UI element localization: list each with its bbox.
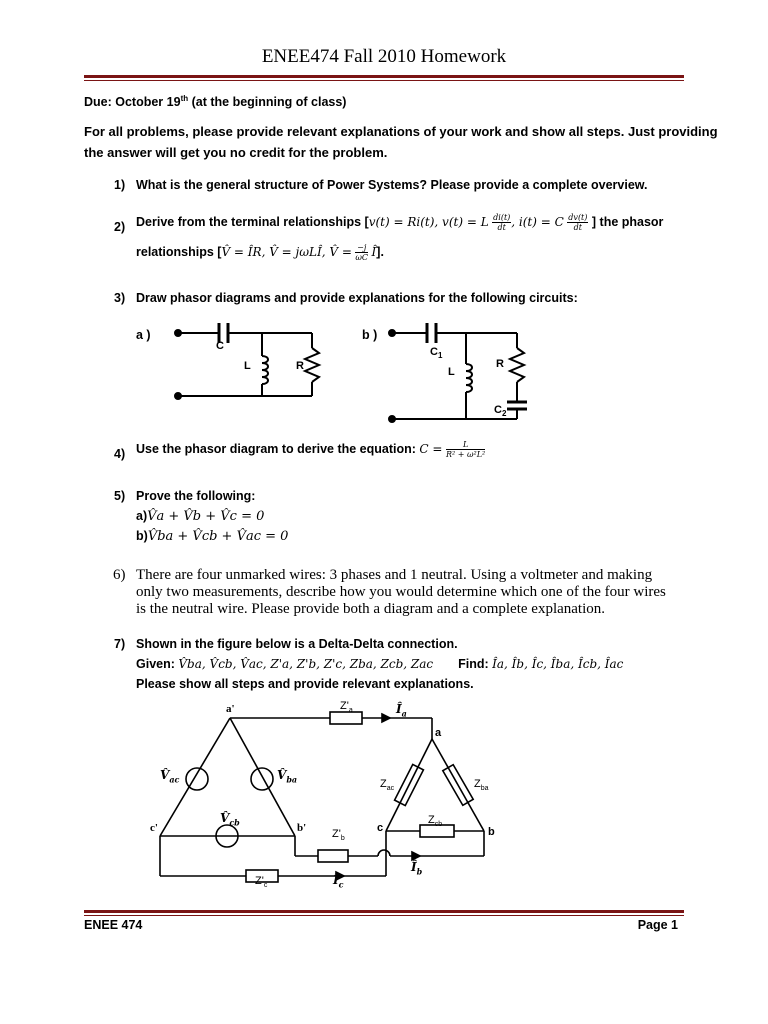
footer-course: ENEE 474 (84, 918, 143, 932)
footer-rule (84, 910, 684, 913)
circuit-a-c-label: C (216, 340, 224, 352)
header-rule (84, 75, 684, 78)
node-c: c (377, 822, 384, 834)
footer-page-number: Page 1 (637, 918, 678, 932)
q6-line3: is the neutral wire. Please provide both a diagram and a complete explanation. (136, 601, 606, 617)
vac-label: $V̂_{ac}$ (160, 768, 180, 785)
vcb-label: $V̂_{cb}$ (220, 811, 240, 828)
q4-number: 4) (114, 447, 126, 461)
zba-label: $Z_{ba}$ (474, 778, 489, 793)
instructions-line2: the answer will get you no credit for the problem. (84, 145, 388, 160)
node-b: b (488, 826, 495, 838)
q4-text: Use the phasor diagram to derive the equation: C = $\frac{L}{\text{R² + ω²L²}}$ (136, 440, 486, 459)
q7-note: Please show all steps and provide relevant explanations. (136, 677, 474, 691)
q5-number: 5) (114, 489, 126, 503)
circuit-a-diagram (172, 316, 332, 408)
za-prime-label: $Z'_a$ (340, 700, 353, 715)
circuit-b-diagram (386, 316, 536, 428)
circuit-b-label: b ) (362, 328, 378, 342)
zac-label: $Z_{ac}$ (380, 778, 395, 793)
q3-text: Draw phasor diagrams and provide explanations for the following circuits: (136, 291, 578, 305)
q1-number: 1) (114, 178, 126, 192)
page-title: ENEE474 Fall 2010 Homework (261, 46, 507, 67)
q6-number: 6) (113, 567, 126, 583)
instructions-line1: For all problems, please provide relevant explanations of your work and show all steps. Just providing (84, 124, 718, 139)
q7-text: Shown in the figure below is a Delta-Delta connection. (136, 637, 458, 651)
due-date: Due: October 19th (at the beginning of class) (84, 94, 347, 110)
circuit-b-c1-label: $C_1$ (430, 346, 443, 361)
circuit-a-l-label: L (244, 360, 251, 372)
zc-prime-label: $Z'_c$ (255, 875, 268, 890)
q7-number: 7) (114, 637, 126, 651)
header-rule-thin (84, 80, 684, 81)
q7-given-find: Given: V̂ba, V̂cb, V̂ac, Z'a, Z'b, Z'c, Zba, Zcb, Zac Find: Îa, Îb, Îc, Îba, Îcb, Îac (136, 657, 624, 671)
q5-part-b: b)V̂ba + V̂cb + V̂ac = 0 (136, 529, 289, 544)
q5-text: Prove the following: (136, 489, 256, 503)
q2-line2: relationships [V̂ = ÎR, V̂ = jωLÎ, V̂ = $\frac{-j}{\omega C}$ Î]. (136, 243, 384, 262)
circuit-b-l-label: L (448, 366, 455, 378)
q5-part-a: a)V̂a + V̂b + V̂c = 0 (136, 509, 265, 524)
q3-number: 3) (114, 291, 126, 305)
zcb-label: $Z_{cb}$ (428, 814, 443, 829)
ia-label: $Î_a$ (396, 702, 407, 719)
circuit-b-r-label: R (496, 358, 504, 370)
q2-number: 2) (114, 220, 126, 234)
node-c-prime: c' (150, 822, 158, 834)
ic-label: $Î_c$ (333, 873, 344, 890)
q6-line1: There are four unmarked wires: 3 phases and 1 neutral. Using a voltmeter and making (136, 567, 653, 583)
ib-label: $Î_b$ (411, 860, 423, 877)
zb-prime-label: $Z'_b$ (332, 828, 345, 843)
q2-line1: Derive from the terminal relationships [v(t) = Ri(t), v(t) = L $\frac{di(t)}{dt}$ , i(t) = C $\frac{dv(t)}{dt}$ ] the phasor (136, 213, 664, 232)
node-a: a (435, 727, 442, 739)
footer-rule-thin (84, 915, 684, 916)
delta-delta-figure (150, 696, 510, 896)
circuit-a-r-label: R (296, 360, 304, 372)
circuit-b-c2-label: $C_2$ (494, 404, 507, 419)
vba-label: $V̂_{ba}$ (277, 768, 298, 785)
node-b-prime: b' (297, 822, 307, 834)
circuit-a-label: a ) (136, 328, 151, 342)
node-a-prime: a' (226, 703, 235, 715)
q6-line2: only two measurements, describe how you would determine which one of the four wires (136, 584, 666, 600)
q1-text: What is the general structure of Power Systems? Please provide a complete overview. (136, 178, 648, 192)
